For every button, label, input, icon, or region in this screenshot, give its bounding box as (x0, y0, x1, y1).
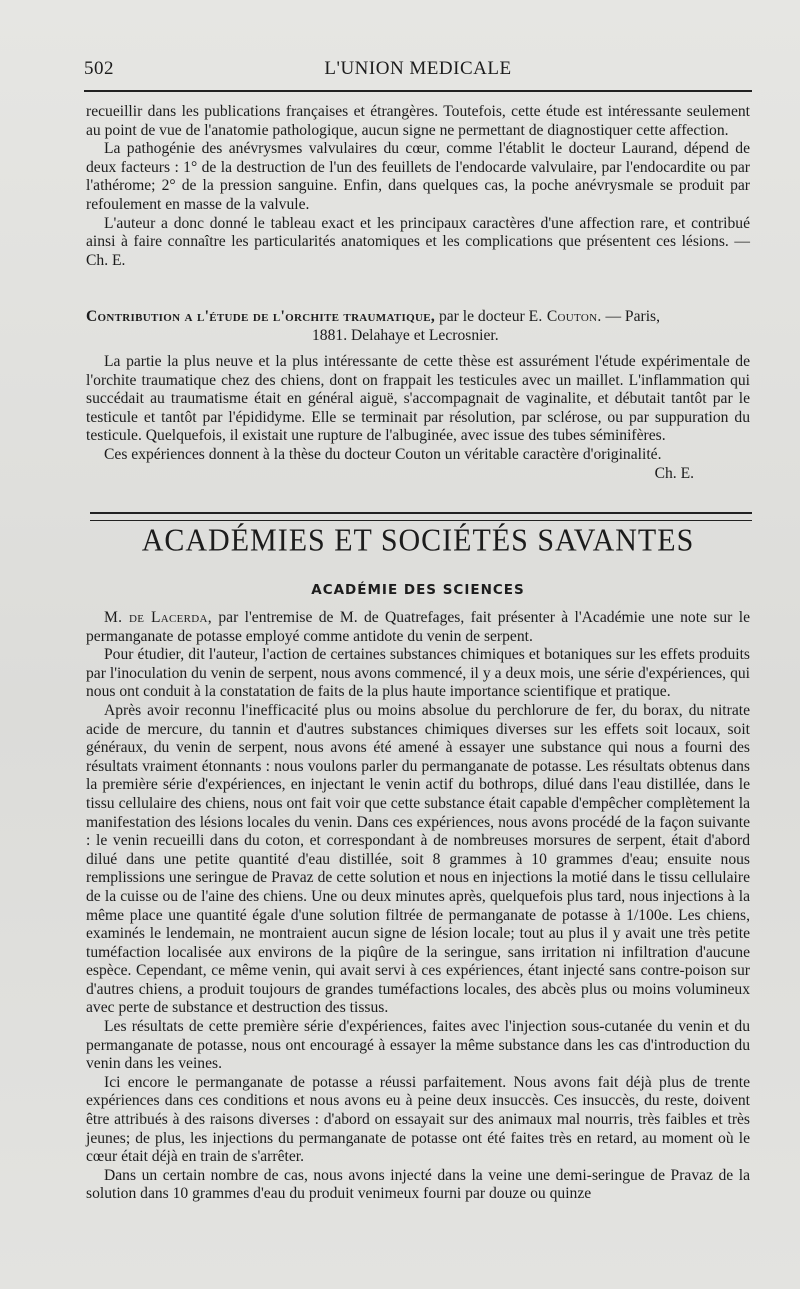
section-paragraph-1: Pour étudier, dit l'auteur, l'action de certaines substances chimiques et botaniques sur les effets produits par l'inoculation du venin de serpent, nous avons commencé, il y a deux mois, une série d'expériences, qui nous ont conduit à la constatation de faits de la plus haute importance scientifique et pratique. (86, 646, 750, 701)
journal-title: L'UNION MEDICALE (324, 58, 512, 79)
header-rule (84, 90, 752, 92)
review-1-paragraph-2: La pathogénie des anévrysmes valvulaires du cœur, comme l'établit le docteur Laurand, dépend de deux facteurs : 1° de la destruction de l'un des feuillets de l'endocarde valvulaire, par l'endocardite ou par l'athérome; 2° de la pression sanguine. Enfin, dans quelques cas, la poche anévrysmale se produit par refoulement en masse de la valvule. (86, 140, 750, 213)
lead-author-name: M. de Lacerda, (104, 609, 212, 626)
review-2-title: Contribution a l'étude de l'orchite traumatique, (86, 308, 436, 325)
section-body (86, 609, 750, 1204)
review-2-paragraph-2: Ces expériences donnent à la thèse du docteur Couton un véritable caractère d'originalité. (104, 445, 662, 463)
review-1-paragraph-1: recueillir dans les publications françaises et étrangères. Toutefois, cette étude est intéressante seulement au point de vue de l'anatomie pathologique, aucun signe ne permettant de diagnostiquer cette affection. (86, 103, 750, 139)
review-2-heading (86, 307, 750, 345)
review-2-author: E. Couton. (528, 308, 602, 325)
review-2-place: — Paris, (605, 308, 661, 325)
review-1-body (86, 103, 750, 270)
review-2-author-intro: par le docteur (438, 308, 525, 325)
section-divider (90, 512, 752, 521)
section-paragraph-4: Ici encore le permanganate de potasse a réussi parfaitement. Nous avons fait déjà plus de trente expériences dans ces conditions et nous avons eu à peine deux insuccès. Ces insuccès, du reste, doivent être attribués à des raisons diverses : d'abord on essayait sur des animaux mal nourris, très faibles et très jeunes; de plus, les injections du permanganate de potasse ont été faites très en retard, au moment où le cœur était déjà en train de s'arrêter. (86, 1073, 750, 1166)
section-paragraph-5: Dans un certain nombre de cas, nous avons injecté dans la veine une demi-seringue de Pravaz de la solution dans 10 grammes d'eau du produit venimeux fourni par douze ou quinze (86, 1166, 750, 1203)
lead-text: par l'entremise de M. de Quatrefages, fait présenter à l'Académie une note sur le permanganate de potasse employé comme antidote du venin de serpent. (86, 609, 750, 645)
review-2-signature: Ch. E. (654, 464, 694, 482)
section-paragraph-3: Les résultats de cette première série d'expériences, faites avec l'injection sous-cutanée du venin et du permanganate de potasse, nous ont encouragé à essayer la même substance dans les cas d'introduction du venin dans les veines. (86, 1018, 750, 1073)
review-2-paragraph-1: La partie la plus neuve et la plus intéressante de cette thèse est assurément l'étude expérimentale de l'orchite traumatique chez des chiens, dont on frappait les testicules avec un maillet. L'inflammation qui succédait au traumatisme était en général aiguë, s'accompagnait de vaginalite, et débutait tantôt par le testicule et tantôt par l'épididyme. Elle se terminait par résolution, par sclérose, ou par suppuration du testicule. Quelquefois, il existait une rupture de l'albuginée, avec issue des tubes séminifères. (86, 353, 750, 445)
review-2-body (86, 353, 750, 483)
section-lead-paragraph (86, 609, 750, 646)
section-paragraph-2: Après avoir reconnu l'inefficacité plus ou moins absolue du perchlorure de fer, du borax, du nitrate acide de mercure, du tannin et d'autres substances chimiques diverses sur les effets soit locaux, soit généraux, du venin de serpent, nous avons été amené à essayer une substance qui nous a fourni des résultats vraiment étonnants : nous voulons parler du permanganate de potasse. Les résultats obtenus dans la première série d'expériences, en injectant le venin actif du bothrops, dilué dans l'eau distillée, dans le tissu cellulaire des chiens, nous ont fait voir que cette substance était capable d'empêcher complètement la manifestation des lésions locales du venin. Dans ces expériences, nous avons procédé de la façon suivante : le venin recueilli dans du coton, et correspondant à de nombreuses morsures de serpent, était d'abord dilué dans une petite quantité d'eau distillée, soit 8 grammes à 10 grammes d'eau; ensuite nous remplissions une seringue de Pravaz de cette solution et nous en injections la motié dans le tissu cellulaire de la cuisse ou de l'aine des chiens. Une ou deux minutes après, quelquefois plus tard, nous injections à la même place une quantité égale d'une solution filtrée de permanganate de potasse à 1/100e. Les chiens, examinés le lendemain, ne montraient aucun signe de lésion locale; tout au plus il y avait une très petite tuméfaction localisée aux environs de la piqûre de la seringue, sans irritation ni infiltration d'aucune espèce. Cependant, ce même venin, qui avait servi à ces expériences, étant injecté sans contre-poison sur d'autres chiens, a produit toujours de grandes tuméfactions locales, des abcès plus ou moins volumineux avec perte de substance et destruction des tissus. (86, 701, 750, 1017)
review-2-publisher: 1881. Delahaye et Lecrosnier. (312, 327, 499, 344)
section-title: ACADÉMIES ET SOCIÉTÉS SAVANTES (141, 523, 695, 558)
page-number: 502 (84, 58, 114, 79)
review-1-paragraph-3: L'auteur a donc donné le tableau exact et les principaux caractères d'une affection rare, et contribué ainsi à faire connaître les particularités anatomiques et les complications que présentent ces lésions. — Ch. E. (86, 214, 750, 269)
running-header (84, 58, 752, 82)
review-2-heading-line-1 (86, 307, 750, 326)
section-subtitle: ACADÉMIE DES SCIENCES (311, 582, 525, 598)
